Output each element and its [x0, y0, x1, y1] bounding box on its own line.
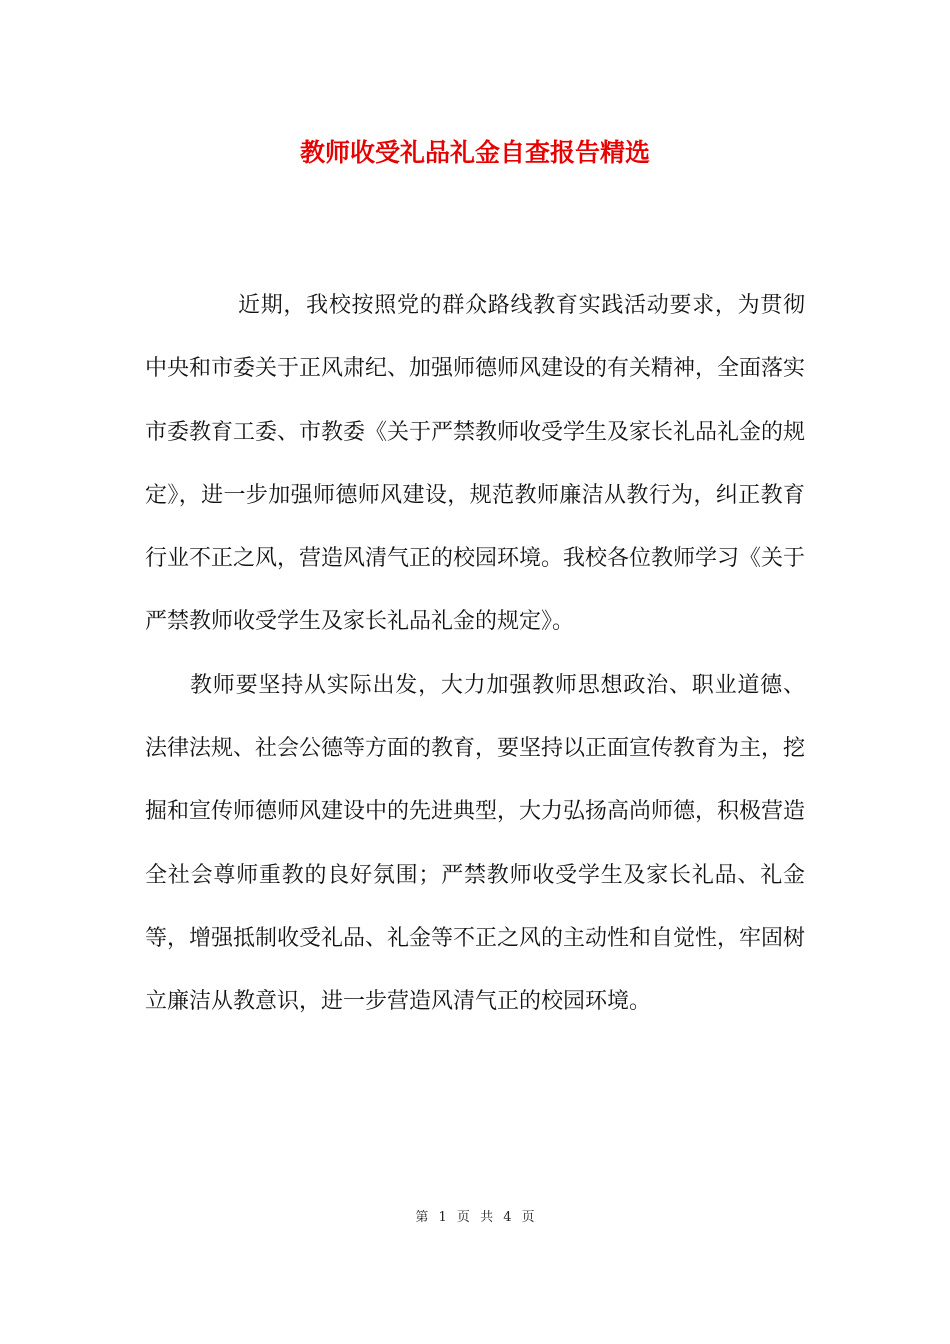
footer-current-page: 1	[438, 1210, 447, 1225]
footer-total-word: 共	[480, 1210, 494, 1225]
document-body	[145, 274, 805, 1034]
document-title: 教师收受礼品礼金自查报告精选	[299, 138, 650, 167]
footer-suffix: 页	[521, 1210, 535, 1225]
page-footer	[0, 1208, 950, 1228]
footer-prefix: 第	[415, 1210, 429, 1225]
paragraph-2: 教师要坚持从实际出发，大力加强教师思想政治、职业道德、法律法规、社会公德等方面的教育，要坚持以正面宣传教育为主，挖掘和宣传师德师风建设中的先进典型，大力弘扬高尚师德，积极营造全社会尊师重教的良好氛围；严禁教师收受学生及家长礼品、礼金等，增强抵制收受礼品、礼金等不正之风的主动性和自觉性，牢固树立廉洁从教意识，进一步营造风清气正的校园环境。	[145, 672, 806, 1015]
footer-total-pages: 4	[503, 1210, 512, 1225]
footer-page-word: 页	[456, 1210, 470, 1225]
paragraph-1: 近期，我校按照党的群众路线教育实践活动要求，为贯彻中央和市委关于正风肃纪、加强师德师风建设的有关精神，全面落实市委教育工委、市教委《关于严禁教师收受学生及家长礼品礼金的规定》，进一步加强师德师风建设，规范教师廉洁从教行为，纠正教育行业不正之风，营造风清气正的校园环境。我校各位教师学习《关于严禁教师收受学生及家长礼品礼金的规定》。	[145, 293, 806, 635]
